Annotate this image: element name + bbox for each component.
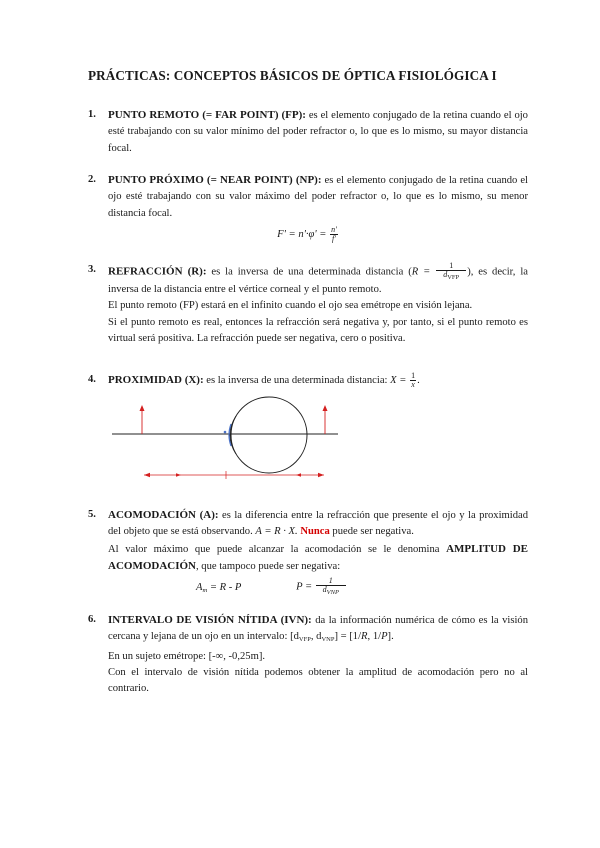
eyeball [231, 397, 307, 473]
eye-diagram [110, 392, 340, 484]
term-punto-proximo: PUNTO PRÓXIMO (= NEAR POINT) (NP): [108, 174, 322, 186]
term-acomodacion: ACOMODACIÓN (A): [108, 509, 219, 521]
formula-acomodacion: A = R · X. [255, 526, 298, 538]
item-number: 2. [88, 174, 96, 185]
term-ivn: INTERVALO DE VISIÓN NÍTIDA (IVN): [108, 614, 312, 626]
definition-text: es el elemento conjugado de la retina cuando el ojo esté trabajando con su valor mínimo del poder refractor o, lo que es lo mismo, su mayor distancia focal. [108, 110, 528, 154]
item-number: 4. [88, 374, 96, 385]
formula-amplitud: $A_m = R - P$ P = $\frac{1}{d_{VNP}}$ [88, 577, 528, 599]
distance-arrow-left [144, 473, 150, 477]
mid-arrow-right [296, 473, 301, 477]
mid-arrow-left [176, 473, 181, 477]
paragraph-line: Con el intervalo de visión nítida podemos obtener la amplitud de acomodación pero no al contrario. [108, 666, 528, 695]
item-number: 5. [88, 509, 96, 520]
object-arrow-left-head [140, 405, 145, 411]
term-amplitud: AMPLITUD DE ACOMODACIÓN [108, 542, 528, 572]
definition-text: es el elemento conjugado de la retina cuando el ojo esté trabajando con su valor máximo del poder refractor o, lo que es lo mismo, su menor distancia focal. [108, 175, 529, 219]
item-number: 3. [88, 264, 96, 275]
section-punto-proximo [88, 172, 528, 243]
term-refraccion: REFRACCIÓN (R): [108, 265, 207, 278]
paragraph-line: En un sujeto emétrope: [-∞, -0,25m]. [108, 650, 266, 662]
item-number: 6. [88, 614, 96, 625]
section-proximidad: 4. PROXIMIDAD (X): es la inversa de una determinada distancia: X = $\frac{1}{x}$ . [88, 371, 420, 390]
section-intervalo-vision-nitida: 6. INTERVALO DE VISIÓN NÍTIDA (IVN): da la información numérica de cómo es la visión cercana y lejana de un ojo en un intervalo: [$d_{VFP}$, $d_{VNP}] = [1/R$, 1/P]. En un sujeto emétrope: [-∞, -0,25m]. Con el intervalo de visión nítida podemos obtener la amplitud de acomodación pero no al contrario. [88, 612, 528, 697]
paragraph-line: El punto remoto (FP) estará en el infinito cuando el ojo sea emétrope en visión lejana. [108, 300, 473, 312]
formula-power: F' = n'·φ' = $\frac{n'}{f'}$ [277, 224, 337, 243]
object-arrow-right-head [323, 405, 328, 411]
fraction: $\frac{n'}{f'}$ [331, 224, 337, 243]
warning-word: Nunca [300, 526, 330, 538]
section-refraccion: 3. REFRACCIÓN (R): es la inversa de una determinada distancia (R = $\frac{1}{d_{VFP}}$ ), es decir, la inversa de la distancia entre el vértice corneal y el punto remoto. El punto remoto (FP) estará en el infinito cuando el ojo sea emétrope en visión lejana. Si el punto remoto es real, entonces la refracción será negativa y, por tanto, si el punto remoto es virtual será positiva. La refracción puede ser negativa, cero o positiva. [88, 262, 528, 347]
term-punto-remoto: PUNTO REMOTO (= FAR POINT) (FP): [108, 109, 306, 121]
page-title: PRÁCTICAS: CONCEPTOS BÁSICOS DE ÓPTICA FISIOLÓGICA I [88, 68, 497, 83]
distance-arrow-right [318, 473, 324, 477]
section-punto-remoto [88, 107, 528, 157]
fraction: $\frac{1}{d_{VFP}}$ [436, 262, 466, 282]
item-number: 1. [88, 109, 96, 120]
fraction: $\frac{1}{x}$ [411, 371, 416, 390]
corneal-vertex [224, 431, 227, 434]
section-acomodacion: 5. ACOMODACIÓN (A): es la diferencia entre la refracción que presente el ojo y la proximidad del objeto que se está observando. A = R · X. Nunca puede ser negativa. Al valor máximo que puede alcanzar la acomodación se le denomina AMPLITUD DE ACOMODACIÓN, que tampoco puede ser negativa: $A_m = R - P$ P = $\frac{1}{d_{VNP}}$ [88, 507, 528, 599]
paragraph-line: Si el punto remoto es real, entonces la refracción será negativa y, por tanto, si el punto remoto es virtual será positiva. La refracción puede ser negativa, cero o positiva. [108, 316, 528, 344]
fraction: $\frac{1}{d_{VNP}}$ [316, 577, 346, 597]
term-proximidad: PROXIMIDAD (X): [108, 374, 204, 386]
